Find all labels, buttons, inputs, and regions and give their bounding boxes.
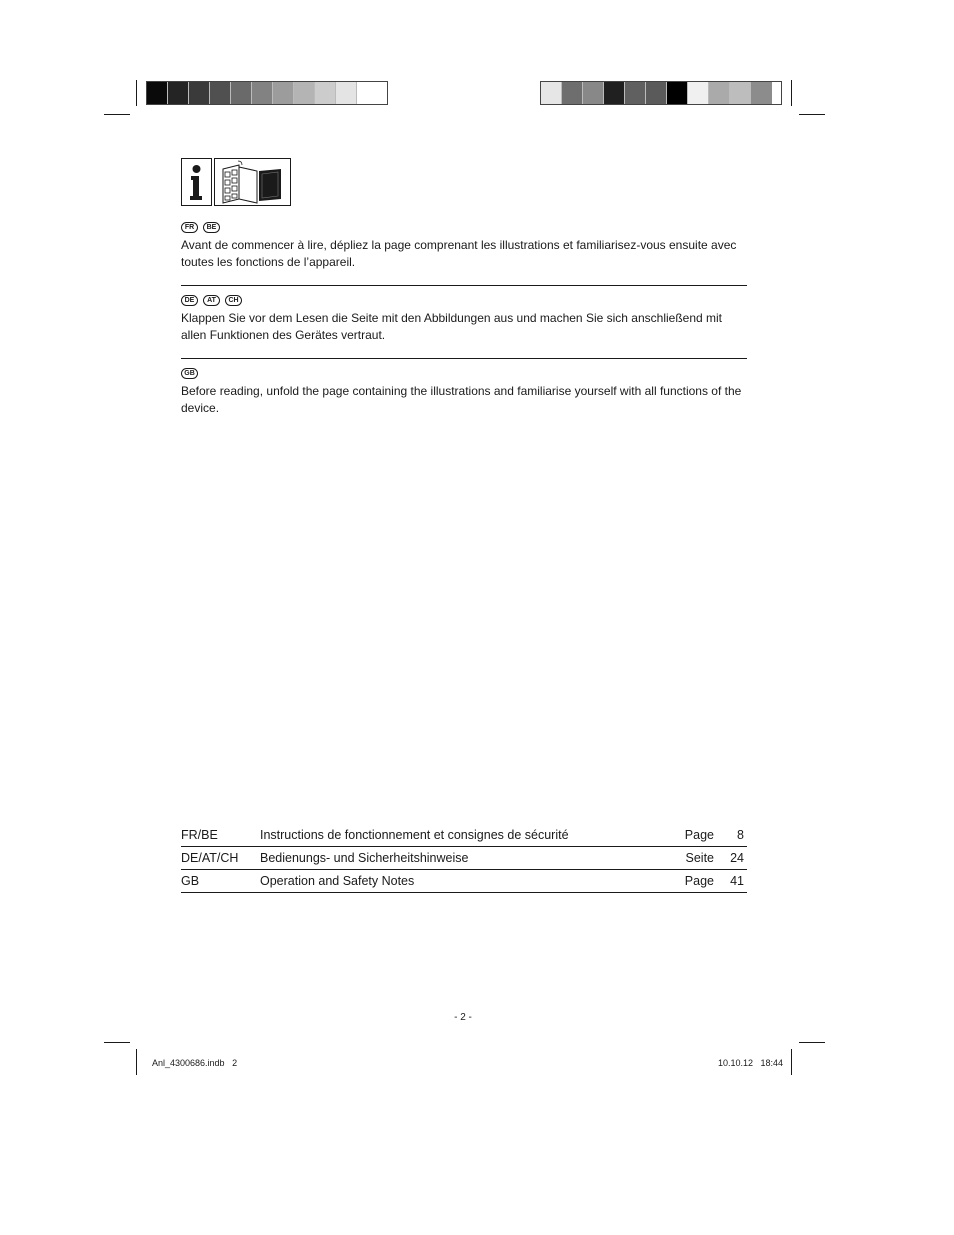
color-swatch [730, 82, 751, 104]
table-row [181, 847, 747, 870]
crop-mark [136, 80, 137, 106]
crop-mark [136, 1049, 137, 1075]
toc-page-number: 8 [737, 828, 744, 842]
footer-date-time: 10.10.12 18:44 [717, 1058, 783, 1068]
color-swatch [315, 82, 336, 104]
color-swatch [189, 82, 210, 104]
instruction-text-fr: Avant de commencer à lire, dépliez la page comprenant les illustrations et familiarisez-vous ensuite avec toutes les fonctions de l’appareil. [181, 238, 737, 269]
crop-mark [104, 1042, 130, 1043]
language-badges-gb [181, 368, 198, 379]
color-swatch [688, 82, 709, 104]
color-swatch [336, 82, 357, 104]
color-swatch [231, 82, 252, 104]
toc-page-label: Seite [674, 847, 720, 870]
instruction-text-gb: Before reading, unfold the page containing the illustrations and familiarise yourself with all functions of the device. [181, 384, 742, 415]
toc-page-number: 41 [720, 870, 747, 893]
page-number: - 2 - [454, 1012, 472, 1023]
color-swatch [168, 82, 189, 104]
table-row [181, 870, 747, 893]
color-swatch [667, 82, 688, 104]
color-swatch [709, 82, 730, 104]
unfold-page-icon [214, 158, 291, 206]
toc-language: FR/BE [181, 828, 218, 842]
color-swatch [646, 82, 667, 104]
color-swatch [604, 82, 625, 104]
crop-mark [799, 1042, 825, 1043]
language-badge: BE [203, 222, 220, 233]
language-badges-de-at-ch [181, 295, 242, 306]
language-badge: FR [181, 222, 198, 233]
color-swatch [625, 82, 646, 104]
color-swatch [147, 82, 168, 104]
toc-title: Instructions de fonctionnement et consignes de sécurité [260, 828, 569, 842]
toc-language: GB [181, 870, 260, 893]
crop-mark [791, 80, 792, 106]
crop-mark [104, 114, 130, 115]
language-badges-fr-be [181, 222, 220, 233]
toc-title: Operation and Safety Notes [260, 870, 674, 893]
crop-mark [791, 1049, 792, 1075]
color-swatch [583, 82, 604, 104]
info-icon [181, 158, 212, 206]
toc-page-label: Page [684, 828, 714, 842]
contents-table [181, 824, 747, 893]
color-calibration-bar-right [540, 81, 782, 105]
section-divider [181, 358, 747, 359]
crop-mark [799, 114, 825, 115]
toc-page-number: 24 [720, 847, 747, 870]
toc-page-label: Page [674, 870, 720, 893]
language-badge: GB [181, 368, 198, 379]
table-row [181, 824, 747, 847]
color-swatch [751, 82, 772, 104]
color-swatch [210, 82, 231, 104]
toc-title: Bedienungs- und Sicherheitshinweise [260, 847, 674, 870]
color-swatch [541, 82, 562, 104]
language-badge: DE [181, 295, 198, 306]
instruction-text-de: Klappen Sie vor dem Lesen die Seite mit den Abbildungen aus und machen Sie sich anschließend mit allen Funktionen des Gerätes vertraut. [181, 311, 723, 342]
section-divider [181, 285, 747, 286]
color-swatch [273, 82, 294, 104]
footer-file-name: Anl_4300686.indb 2 [152, 1058, 238, 1068]
color-swatch [294, 82, 315, 104]
color-swatch [562, 82, 583, 104]
color-swatch [252, 82, 273, 104]
toc-language: DE/AT/CH [181, 847, 260, 870]
color-swatch [357, 82, 378, 104]
color-calibration-bar-left [146, 81, 388, 105]
language-badge: CH [225, 295, 242, 306]
language-badge: AT [203, 295, 220, 306]
